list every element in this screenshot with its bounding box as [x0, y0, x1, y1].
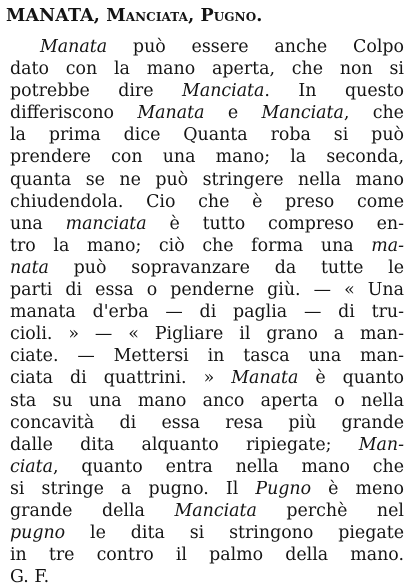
text-line: [10, 544, 404, 566]
text-line: [10, 169, 404, 191]
text-line: [10, 390, 404, 412]
text-line: [10, 367, 404, 389]
italic-term: Man-: [358, 434, 404, 455]
text-run: . In questo: [264, 81, 404, 102]
italic-term: ma-: [371, 235, 404, 256]
text-line: [10, 102, 404, 124]
text-run: cioli. » — « Pigliare il grano a man-: [10, 324, 404, 345]
text-run: può sopravanzare da tutte le: [48, 257, 404, 278]
text-line: [10, 146, 404, 168]
text-line: [10, 257, 404, 279]
text-line: [10, 478, 404, 500]
italic-term: Pugno: [255, 478, 312, 499]
text-run: G. F.: [10, 567, 50, 588]
italic-term: pugno: [10, 523, 66, 544]
italic-term: Manciata: [261, 103, 344, 124]
text-line: [10, 345, 404, 367]
text-line: [10, 191, 404, 213]
text-run: differiscono: [10, 103, 138, 124]
italic-term: Manata: [40, 37, 108, 57]
italic-term: manciata: [65, 213, 147, 234]
text-run: è quanto: [298, 368, 404, 389]
italic-term: ciata: [10, 456, 54, 477]
text-line: [10, 124, 404, 146]
text-line: [10, 522, 404, 544]
text-line: [10, 412, 404, 434]
text-line: [10, 36, 404, 58]
text-line: [10, 301, 404, 323]
text-run: ciata di quattrini. »: [10, 368, 232, 389]
text-line: [10, 235, 404, 257]
text-run: dato con la mano aperta, che non si: [10, 59, 404, 80]
italic-term: Manciata: [182, 81, 265, 102]
text-line: [10, 323, 404, 345]
text-run: le dita si stringono piegate: [65, 523, 404, 544]
text-line: [10, 213, 404, 235]
text-run: manata d'erba — di paglia — di tru-: [10, 302, 404, 323]
text-run: grande della: [10, 500, 175, 521]
text-run: si stringe a pugno. Il: [10, 478, 256, 499]
italic-term: Manciata: [174, 500, 257, 521]
text-line: [10, 58, 404, 80]
text-run: , che: [343, 103, 404, 124]
text-run: perchè nel: [256, 500, 404, 521]
heading-term-manciata: Manciata,: [106, 6, 195, 26]
text-line: [10, 434, 404, 456]
entry-heading: [6, 5, 262, 27]
italic-term: Manata: [231, 368, 299, 389]
text-run: può essere anche Colpo: [107, 37, 404, 57]
text-run: quanta se ne può stringere nella mano: [10, 169, 404, 190]
text-run: e: [204, 103, 262, 124]
text-run: , quanto entra nella mano che: [53, 456, 404, 477]
text-run: concavità di essa resa più grande: [10, 412, 404, 433]
heading-term-manata: MANATA,: [6, 6, 101, 26]
text-run: una: [10, 213, 66, 234]
text-run: in tre contro il palmo della mano.: [10, 545, 404, 566]
text-run: è tutto compreso en-: [146, 213, 404, 234]
text-line: [10, 566, 404, 588]
text-run: prendere con una mano; la seconda,: [10, 147, 404, 168]
text-run: potrebbe dire: [10, 81, 183, 102]
text-run: parti di essa o penderne giù. — « Una: [10, 280, 404, 301]
text-run: tro la mano; ciò che forma una: [10, 235, 372, 256]
text-line: [10, 80, 404, 102]
text-line: [10, 279, 404, 301]
italic-term: Manata: [137, 103, 205, 124]
text-run: chiudendola. Cio che è preso come: [10, 191, 404, 212]
text-run: ciate. — Mettersi in tasca una man-: [10, 346, 404, 367]
text-line: [10, 456, 404, 478]
entry-body: [10, 36, 404, 588]
italic-term: nata: [10, 257, 49, 278]
heading-term-pugno: Pugno.: [200, 6, 263, 26]
text-line: [10, 500, 404, 522]
text-run: sta su una mano anco aperta o nella: [10, 390, 404, 411]
text-run: la prima dice Quanta roba si può: [10, 125, 404, 146]
text-run: dalle dita alquanto ripiegate;: [10, 434, 359, 455]
text-run: è meno: [311, 478, 404, 499]
